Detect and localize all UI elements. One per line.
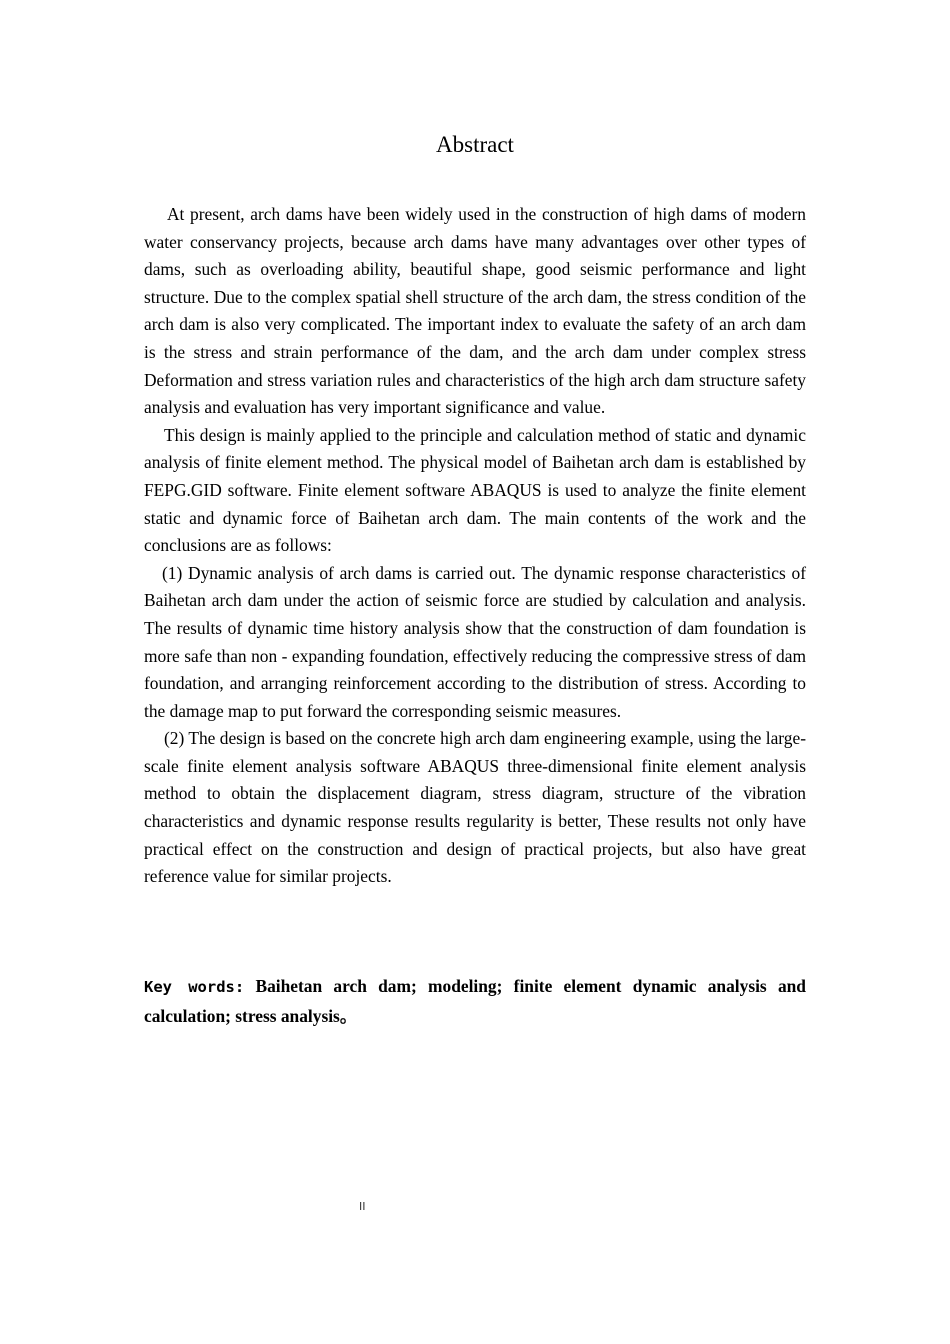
keywords-text: Baihetan arch dam; modeling; finite element dynamic analysis and calculation; stress analysis。 [144, 976, 806, 1026]
page-number: II [359, 1200, 366, 1213]
abstract-paragraph-3: (1) Dynamic analysis of arch dams is carried out. The dynamic response characteristics of Baihetan arch dam under the action of seismic force are studied by calculation and analysis. The results of dynamic time history analysis show that the construction of dam foundation is more safe than non - expanding foundation, effectively reducing the compressive stress of dam foundation, and arranging reinforcement according to the distribution of stress. According to the damage map to put forward the corresponding seismic measures. [144, 562, 806, 721]
abstract-paragraph-4: (2) The design is based on the concrete high arch dam engineering example, using the large-scale finite element analysis software ABAQUS three-dimensional finite element analysis method to obtain the displacement diagram, stress diagram, structure of the vibration characteristics and dynamic response results regularity is better, These results not only have practical effect on the construction and design of practical projects, but also have great reference value for similar projects. [144, 728, 806, 887]
keywords-label: Key words: [144, 978, 245, 996]
keywords-section [144, 972, 806, 1030]
abstract-paragraph-2: This design is mainly applied to the principle and calculation method of static and dynamic analysis of finite element method. The physical model of Baihetan arch dam is established by FEPG.GID software. Finite element software ABAQUS is used to analyze the finite element static and dynamic force of Baihetan arch dam. The main contents of the work and the conclusions are as follows: [144, 424, 806, 556]
abstract-body [144, 201, 806, 891]
abstract-title: Abstract [436, 132, 514, 157]
abstract-paragraph-1: At present, arch dams have been widely used in the construction of high dams of modern water conservancy projects, because arch dams have many advantages over other types of dams, such as overloading ability, beautiful shape, good seismic performance and light structure. Due to the complex spatial shell structure of the arch dam, the stress condition of the arch dam is also very complicated. The important index to evaluate the safety of an arch dam is the stress and strain performance of the dam, and the arch dam under complex stress Deformation and stress variation rules and characteristics of the high arch dam structure safety analysis and evaluation has very important significance and value. [144, 204, 806, 418]
